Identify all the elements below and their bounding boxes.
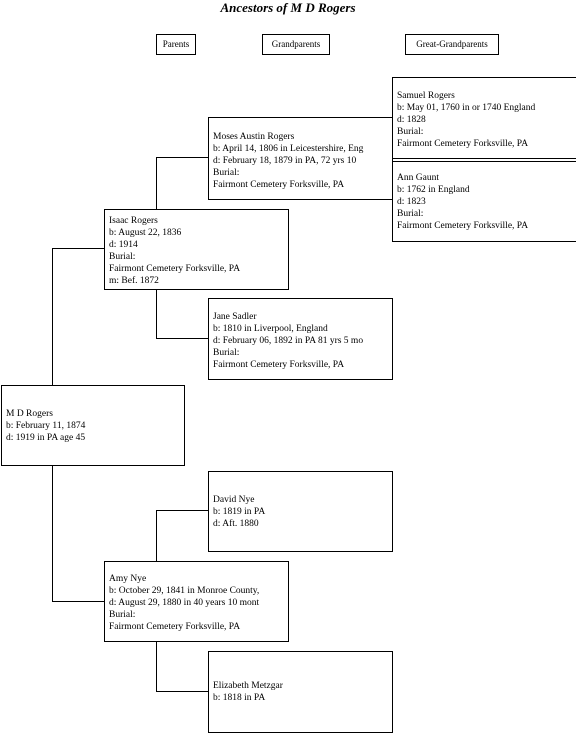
person-detail: b: 1762 in England [397, 185, 470, 195]
person-detail: Fairmont Cemetery Forksville, PA [213, 180, 345, 190]
person-name: Moses Austin Rogers [213, 132, 295, 142]
connector-line [156, 338, 208, 339]
person-detail: b: 1818 in PA [213, 693, 266, 703]
person-detail: Fairmont Cemetery Forksville, PA [109, 264, 241, 274]
person-name: Isaac Rogers [109, 216, 158, 226]
connector-line [156, 288, 157, 339]
person-name: David Nye [213, 495, 255, 505]
person-detail: Fairmont Cemetery Forksville, PA [109, 622, 241, 632]
connector-line [156, 157, 157, 210]
person-name: Jane Sadler [213, 312, 257, 322]
person-detail: d: August 29, 1880 in 40 years 10 mont [109, 598, 260, 608]
person-detail: b: April 14, 1806 in Leicestershire, Eng [213, 144, 364, 154]
person-david-nye [208, 471, 393, 552]
connector-line [156, 157, 208, 158]
person-detail: m: Bef. 1872 [109, 276, 159, 286]
person-detail: Fairmont Cemetery Forksville, PA [397, 139, 529, 149]
person-name: M D Rogers [6, 409, 53, 419]
person-detail: Burial: [213, 168, 240, 178]
person-elizabeth-metzgar [208, 651, 393, 733]
person-detail: b: 1819 in PA [213, 507, 266, 517]
person-ann-gaunt [392, 161, 576, 242]
person-detail: d: 1919 in PA age 45 [6, 433, 86, 443]
person-detail: Fairmont Cemetery Forksville, PA [213, 360, 345, 370]
connector-line [156, 641, 157, 692]
person-detail: b: October 29, 1841 in Monroe County, [109, 586, 260, 596]
person-detail: Fairmont Cemetery Forksville, PA [397, 221, 529, 231]
connector-line [52, 601, 104, 602]
person-detail: d: 1914 [109, 240, 138, 250]
connector-line [156, 691, 208, 692]
connector-line [52, 248, 104, 249]
person-jane-sadler [208, 298, 393, 380]
person-detail: b: May 01, 1760 in or 1740 England [397, 103, 536, 113]
person-detail: d: Aft. 1880 [213, 519, 259, 529]
person-detail: d: 1823 [397, 197, 426, 207]
person-detail: Burial: [109, 252, 136, 262]
person-md-rogers [1, 385, 185, 466]
connector-line [156, 510, 157, 562]
person-detail: Burial: [213, 348, 240, 358]
person-name: Samuel Rogers [397, 91, 455, 101]
person-samuel-rogers [392, 77, 576, 159]
person-detail: b: February 11, 1874 [6, 421, 86, 431]
person-detail: b: 1810 in Liverpool, England [213, 324, 328, 334]
person-detail: d: February 06, 1892 in PA 81 yrs 5 mo [213, 336, 364, 346]
person-moses-austin-rogers [208, 117, 393, 200]
person-detail: d: 1828 [397, 115, 426, 125]
person-name: Amy Nye [109, 574, 147, 584]
person-name: Ann Gaunt [397, 173, 439, 183]
person-detail: b: August 22, 1836 [109, 228, 182, 238]
header-great-grandparents: Great-Grandparents [405, 34, 499, 55]
person-detail: d: February 18, 1879 in PA, 72 yrs 10 [213, 156, 357, 166]
person-isaac-rogers [104, 209, 289, 290]
person-detail: Burial: [109, 610, 136, 620]
header-parents: Parents [156, 34, 196, 55]
header-grandparents: Grandparents [262, 34, 330, 55]
person-amy-nye [104, 561, 289, 642]
connector-line [156, 510, 208, 511]
person-name: Elizabeth Metzgar [213, 681, 283, 691]
person-detail: Burial: [397, 209, 424, 219]
connector-line [52, 248, 53, 386]
person-detail: Burial: [397, 127, 424, 137]
connector-line [52, 465, 53, 602]
chart-title: Ancestors of M D Rogers [220, 0, 356, 15]
